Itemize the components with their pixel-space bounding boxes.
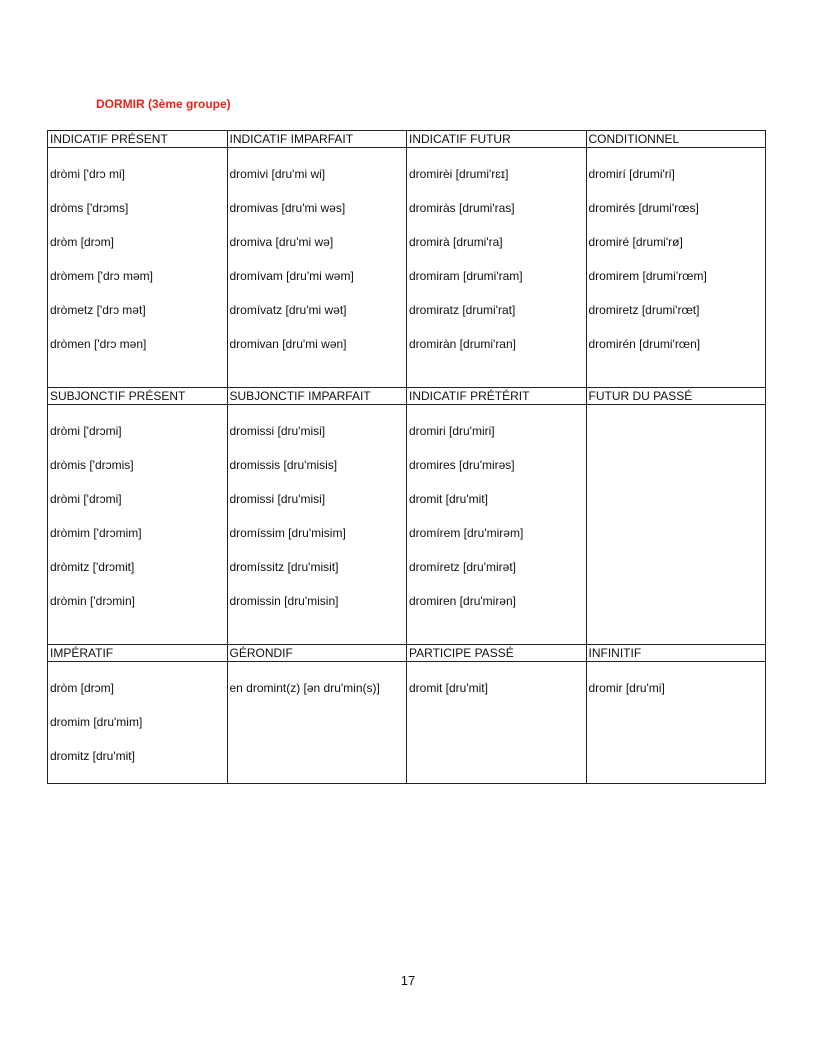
tense-header: GÉRONDIF	[227, 645, 407, 662]
tense-header: PARTICIPE PASSÉ	[407, 645, 587, 662]
verb-form: dromirén [drumi'rœn]	[588, 337, 701, 351]
verb-form: dromíretz [dru'mirət]	[409, 560, 516, 574]
verb-form: dròmin ['drɔmin]	[50, 594, 135, 608]
verb-form: dròm [drɔm]	[50, 235, 115, 249]
tense-header: SUBJONCTIF IMPARFAIT	[227, 388, 407, 405]
verb-form: dròms ['drɔms]	[50, 201, 129, 215]
verb-form: dròmen ['drɔ mən]	[50, 337, 147, 351]
tense-forms-cell	[227, 148, 407, 388]
verb-form: dromivan [dru'mi wən]	[229, 337, 347, 351]
verb-form: dromiri [dru'miri]	[409, 424, 495, 438]
tense-header: INDICATIF PRÉTÉRIT	[407, 388, 587, 405]
verb-form: dromit [dru'mit]	[409, 681, 488, 695]
tense-forms-cell	[227, 662, 407, 784]
verb-form: dromiratz [drumi'rat]	[409, 303, 516, 317]
verb-form: dromitz [dru'mit]	[50, 749, 135, 763]
verb-form: dromiva [dru'mi wə]	[229, 235, 334, 249]
verb-form: dròmi ['drɔmi]	[50, 424, 122, 438]
verb-form: en dromint(z) [ən dru'min(s)]	[229, 681, 380, 695]
tense-header: FUTUR DU PASSÉ	[586, 388, 766, 405]
tense-header: INDICATIF IMPARFAIT	[227, 131, 407, 148]
verb-form: dromírem [dru'mirəm]	[409, 526, 524, 540]
verb-form: dròmitz ['drɔmit]	[50, 560, 135, 574]
verb-form: dromivas [dru'mi wəs]	[229, 201, 346, 215]
verb-form: dromívatz [dru'mi wət]	[229, 303, 347, 317]
verb-form: dromiram [drumi'ram]	[409, 269, 523, 283]
verb-form: dromíssitz [dru'misit]	[229, 560, 339, 574]
verb-form: dròmim ['drɔmim]	[50, 526, 142, 540]
verb-form: dromirí [drumi'ri]	[588, 167, 675, 181]
tense-forms-cell	[407, 662, 587, 784]
verb-form: dromiren [dru'mirən]	[409, 594, 516, 608]
verb-form: dromissi [dru'misi]	[229, 492, 326, 506]
tense-forms-cell	[586, 662, 766, 784]
section-header-row	[48, 645, 766, 662]
page-number: 17	[400, 973, 416, 988]
section-header-row	[48, 388, 766, 405]
verb-form: dromissi [dru'misi]	[229, 424, 326, 438]
tense-forms-cell	[407, 405, 587, 645]
tense-header: INDICATIF FUTUR	[407, 131, 587, 148]
verb-form: dròmi ['drɔmi]	[50, 492, 122, 506]
verb-form: dromirem [drumi'rœm]	[588, 269, 707, 283]
verb-form: dromiràn [drumi'ran]	[409, 337, 516, 351]
verb-form: dromirés [drumi'rœs]	[588, 201, 699, 215]
verb-form: dròmi ['drɔ mi]	[50, 167, 125, 181]
verb-form: dròmem ['drɔ məm]	[50, 269, 153, 283]
verb-form: dromíssim [dru'misim]	[229, 526, 346, 540]
verb-form: dromissin [dru'misin]	[229, 594, 339, 608]
verb-form: dromivi [dru'mi wi]	[229, 167, 326, 181]
verb-form: dròmetz ['drɔ mət]	[50, 303, 146, 317]
section-forms-row	[48, 405, 766, 645]
verb-form: dromit [dru'mit]	[409, 492, 488, 506]
verb-form: dromirà [drumi'ra]	[409, 235, 503, 249]
verb-form: dromirèi [drumi'rɛɪ]	[409, 167, 509, 181]
tense-forms-cell	[407, 148, 587, 388]
verb-form: dromires [dru'mirəs]	[409, 458, 515, 472]
tense-forms-cell	[227, 405, 407, 645]
verb-form: dromim [dru'mim]	[50, 715, 143, 729]
tense-header: SUBJONCTIF PRÉSENT	[48, 388, 228, 405]
tense-forms-cell	[48, 662, 228, 784]
verb-form: dromiré [drumi'rø]	[588, 235, 683, 249]
tense-header: INDICATIF PRÉSENT	[48, 131, 228, 148]
page-title: DORMIR (3ème groupe)	[96, 97, 231, 111]
verb-form: dròm [drɔm]	[50, 681, 115, 695]
tense-header: CONDITIONNEL	[586, 131, 766, 148]
tense-header: IMPÉRATIF	[48, 645, 228, 662]
verb-form: dromiràs [drumi'ras]	[409, 201, 515, 215]
tense-forms-cell	[48, 148, 228, 388]
section-forms-row	[48, 662, 766, 784]
tense-header: INFINITIF	[586, 645, 766, 662]
verb-form: dromívam [dru'mi wəm]	[229, 269, 354, 283]
tense-forms-cell	[586, 148, 766, 388]
section-forms-row	[48, 148, 766, 388]
section-header-row	[48, 131, 766, 148]
verb-form: dròmis ['drɔmis]	[50, 458, 134, 472]
verb-form: dromir [dru'mi]	[588, 681, 665, 695]
tense-forms-cell	[586, 405, 766, 645]
verb-form: dromissis [dru'misis]	[229, 458, 338, 472]
conjugation-table	[47, 130, 766, 784]
verb-form: dromiretz [drumi'rœt]	[588, 303, 700, 317]
tense-forms-cell	[48, 405, 228, 645]
